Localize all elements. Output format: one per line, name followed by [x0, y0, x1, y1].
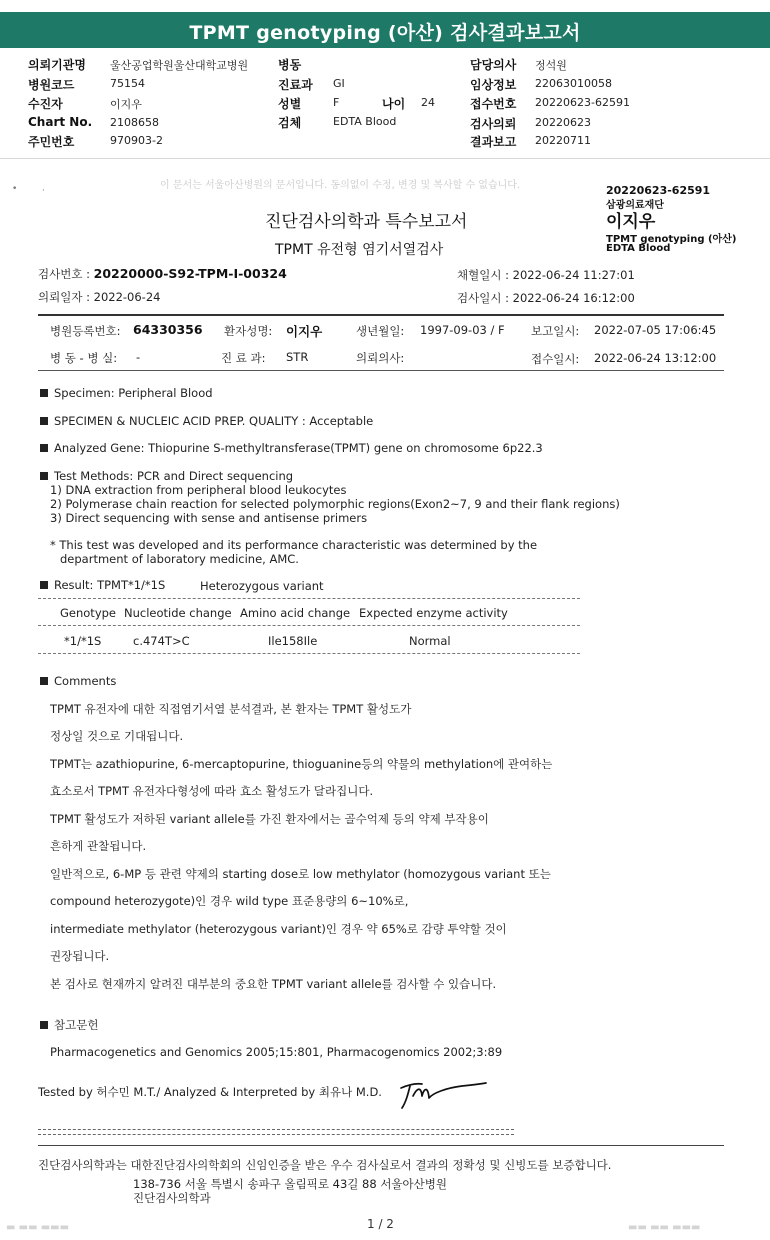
- info-value-clinical-info: 22063010058: [535, 77, 612, 90]
- dob-label: 생년월일:: [356, 324, 405, 338]
- comment-line: TPMT는 azathiopurine, 6-mercaptopurine, thioguanine등의 약물의 methylation에 관여하는: [50, 757, 553, 771]
- info-value-age: 24: [421, 96, 435, 109]
- result-col-header: Nucleotide change: [124, 606, 232, 620]
- stamp-specimen: EDTA Blood: [606, 243, 671, 254]
- collection-time: 채혈일시 : 2022-06-24 11:27:01: [457, 268, 635, 282]
- document-title: TPMT genotyping (아산) 검사결과보고서: [189, 22, 581, 44]
- methods-section: [40, 469, 293, 483]
- ward-value: -: [136, 350, 141, 364]
- info-label-clinical-info: 임상정보: [470, 78, 517, 92]
- comment-line: TPMT 활성도가 저하된 variant allele를 가진 환자에서는 골수억제 등의 약제 부작용이: [50, 812, 489, 826]
- bullet-square-icon: [40, 1021, 48, 1029]
- comment-line: 효소로서 TPMT 유전자다형성에 따라 효소 활성도가 달라집니다.: [50, 784, 374, 798]
- info-value-chart-no: 2108658: [110, 116, 159, 129]
- info-label-request-date: 검사의뢰: [470, 117, 517, 131]
- exam-number-value: 20220000-S92-TPM-I-00324: [93, 266, 287, 281]
- comment-line: 본 검사로 현재까지 알려진 대부분의 중요한 TPMT variant allele를 검사할 수 있습니다.: [50, 977, 497, 991]
- result-amino-acid-cell: Ile158Ile: [268, 634, 318, 648]
- comments-title: Comments: [54, 674, 117, 688]
- info-value-resident-no: 970903-2: [110, 134, 163, 147]
- methods-title: Test Methods: PCR and Direct sequencing: [54, 469, 294, 483]
- table-top-rule: [38, 314, 724, 316]
- bullet-square-icon: [40, 677, 48, 685]
- info-label-chart-no: Chart No.: [28, 115, 93, 129]
- info-value-specimen: EDTA Blood: [333, 115, 397, 128]
- reg-no-label: 병원등록번호:: [50, 324, 121, 338]
- dashed-rule: [38, 598, 580, 599]
- method-step: 1) DNA extraction from peripheral blood leukocytes: [50, 483, 347, 497]
- scan-mark: ·: [42, 186, 45, 196]
- gene-section: [40, 441, 543, 455]
- exam-number: [38, 266, 287, 282]
- info-label-institution: 의뢰기관명: [28, 58, 86, 72]
- info-value-department: GI: [333, 77, 345, 90]
- dashed-rule: [38, 653, 580, 654]
- comment-line: TPMT 유전자에 대한 직접염기서열 분석결과, 본 환자는 TPMT 활성도가: [50, 702, 412, 716]
- ward-label: 병 동 - 병 실:: [50, 351, 118, 365]
- handwritten-signature: [398, 1074, 490, 1114]
- received-time-value: 2022-06-24 13:12:00: [594, 351, 717, 365]
- info-value-request-date: 20220623: [535, 116, 591, 129]
- bullet-square-icon: [40, 472, 48, 480]
- references-text: Pharmacogenetics and Genomics 2005;15:801, Pharmacogenomics 2002;3:89: [50, 1045, 503, 1059]
- info-value-receipt-no: 20220623-62591: [535, 96, 630, 109]
- info-value-patient: 이지우: [110, 98, 142, 111]
- watermark-text: 이 문서는 서울아산병원의 문서입니다. 동의없이 수정, 변경 및 복사할 수 없습니다.: [160, 180, 521, 191]
- method-step: 3) Direct sequencing with sense and antisense primers: [50, 511, 368, 525]
- footer-rule: [38, 1145, 724, 1146]
- department-name: 진단검사의학과: [133, 1191, 211, 1205]
- dept-value: STR: [286, 350, 309, 364]
- validation-note: department of laboratory medicine, AMC.: [60, 552, 299, 566]
- test-time: 검사일시 : 2022-06-24 16:12:00: [457, 291, 635, 305]
- info-label-ward: 병동: [278, 58, 302, 72]
- scan-mark: •: [12, 184, 18, 194]
- result-activity-cell: Normal: [409, 634, 451, 648]
- referring-doctor-label: 의뢰의사:: [356, 351, 405, 365]
- result-interpretation: Heterozygous variant: [200, 579, 324, 593]
- bullet-square-icon: [40, 389, 48, 397]
- info-label-specimen: 검체: [278, 116, 302, 130]
- page-number: 1 / 2: [367, 1217, 394, 1231]
- comment-line: intermediate methylator (heterozygous variant)인 경우 약 65%로 감량 투약할 것이: [50, 922, 507, 936]
- stamp-receipt-id: 20220623-62591: [606, 184, 711, 197]
- result-col-header: Genotype: [60, 606, 117, 620]
- stamp-test-name: TPMT genotyping (아산): [606, 234, 737, 245]
- comment-line: compound heterozygote)인 경우 wild type 표준용량의 6~10%로,: [50, 894, 409, 908]
- info-label-resident-no: 주민번호: [28, 135, 75, 149]
- footer-double-rule: [38, 1129, 514, 1135]
- comment-line: 흔하게 관찰됩니다.: [50, 839, 147, 853]
- info-value-physician: 정석원: [535, 59, 567, 72]
- patient-name-label: 환자성명:: [224, 324, 273, 338]
- specimen-section: [40, 386, 213, 400]
- separator: [0, 158, 770, 159]
- result-genotype: Result: TPMT*1/*1S: [54, 578, 166, 592]
- info-label-result-report: 결과보고: [470, 135, 517, 149]
- references-title: 참고문헌: [54, 1018, 99, 1032]
- dashed-rule: [38, 625, 580, 626]
- gene-text: Analyzed Gene: Thiopurine S-methyltransferase(TPMT) gene on chromosome 6p22.3: [54, 441, 543, 455]
- faint-scan-artifact: ▬▬ ▬▬ ▬▬▬: [628, 1222, 701, 1233]
- faint-scan-artifact: ▬ ▬▬ ▬▬▬: [6, 1222, 70, 1233]
- result-section: [40, 578, 165, 592]
- validation-note: * This test was developed and its performance characteristic was determined by the: [50, 538, 538, 552]
- info-value-hospital-code: 75154: [110, 77, 145, 90]
- exam-number-label: 검사번호 :: [38, 267, 90, 281]
- info-label-receipt-no: 접수번호: [470, 97, 517, 111]
- info-label-sex: 성별: [278, 97, 302, 111]
- comment-line: 정상일 것으로 기대됩니다.: [50, 729, 184, 743]
- dob-value: 1997-09-03 / F: [420, 323, 505, 337]
- signature-line: Tested by 허수민 M.T./ Analyzed & Interpreted by 최유나 M.D.: [38, 1085, 382, 1099]
- comment-line: 일반적으로, 6-MP 등 관련 약제의 starting dose로 low methylator (homozygous variant 또는: [50, 867, 551, 881]
- info-label-patient: 수진자: [28, 97, 63, 111]
- hospital-address: 138-736 서울 특별시 송파구 올림픽로 43길 88 서울아산병원: [133, 1177, 447, 1191]
- dept-label: 진 료 과:: [221, 351, 266, 365]
- reg-no-value: 64330356: [133, 322, 203, 337]
- quality-section: [40, 414, 373, 428]
- patient-name-value: 이지우: [286, 324, 323, 339]
- info-label-department: 진료과: [278, 78, 313, 92]
- table-bottom-rule: [38, 370, 724, 371]
- stamp-organization: 삼광의료재단: [606, 200, 664, 211]
- specimen-text: Specimen: Peripheral Blood: [54, 386, 213, 400]
- report-time-value: 2022-07-05 17:06:45: [594, 323, 717, 337]
- bullet-square-icon: [40, 417, 48, 425]
- comment-line: 권장됩니다.: [50, 949, 110, 963]
- result-col-header: Amino acid change: [240, 606, 351, 620]
- result-genotype-cell: *1/*1S: [64, 634, 102, 648]
- report-subtitle: TPMT 유전형 염기서열검사: [275, 242, 444, 258]
- certification-text: 진단검사의학과는 대한진단검사의학회의 신임인증을 받은 우수 검사실로서 결과의 정확성 및 신빙도를 보증합니다.: [38, 1158, 612, 1172]
- info-label-physician: 담당의사: [470, 58, 517, 72]
- stamp-patient-name: 이지우: [606, 212, 656, 232]
- info-value-sex: F: [333, 96, 340, 109]
- method-step: 2) Polymerase chain reaction for selected polymorphic regions(Exon2~7, 9 and their flank regions): [50, 497, 620, 511]
- result-nucleotide-cell: c.474T>C: [133, 634, 190, 648]
- result-col-header: Expected enzyme activity: [359, 606, 508, 620]
- request-date: 의뢰일자 : 2022-06-24: [38, 290, 161, 304]
- received-time-label: 접수일시:: [531, 352, 580, 366]
- info-value-result-report: 20220711: [535, 134, 591, 147]
- info-label-age: 나이: [382, 97, 406, 111]
- bullet-square-icon: [40, 444, 48, 452]
- info-value-institution: 울산공업학원울산대학교병원: [110, 59, 249, 72]
- quality-text: SPECIMEN & NUCLEIC ACID PREP. QUALITY : Acceptable: [54, 414, 374, 428]
- info-label-hospital-code: 병원코드: [28, 78, 75, 92]
- report-time-label: 보고일시:: [531, 324, 580, 338]
- report-title: 진단검사의학과 특수보고서: [265, 212, 468, 232]
- comments-section: [40, 674, 116, 688]
- references-section: [40, 1017, 98, 1033]
- bullet-square-icon: [40, 581, 48, 589]
